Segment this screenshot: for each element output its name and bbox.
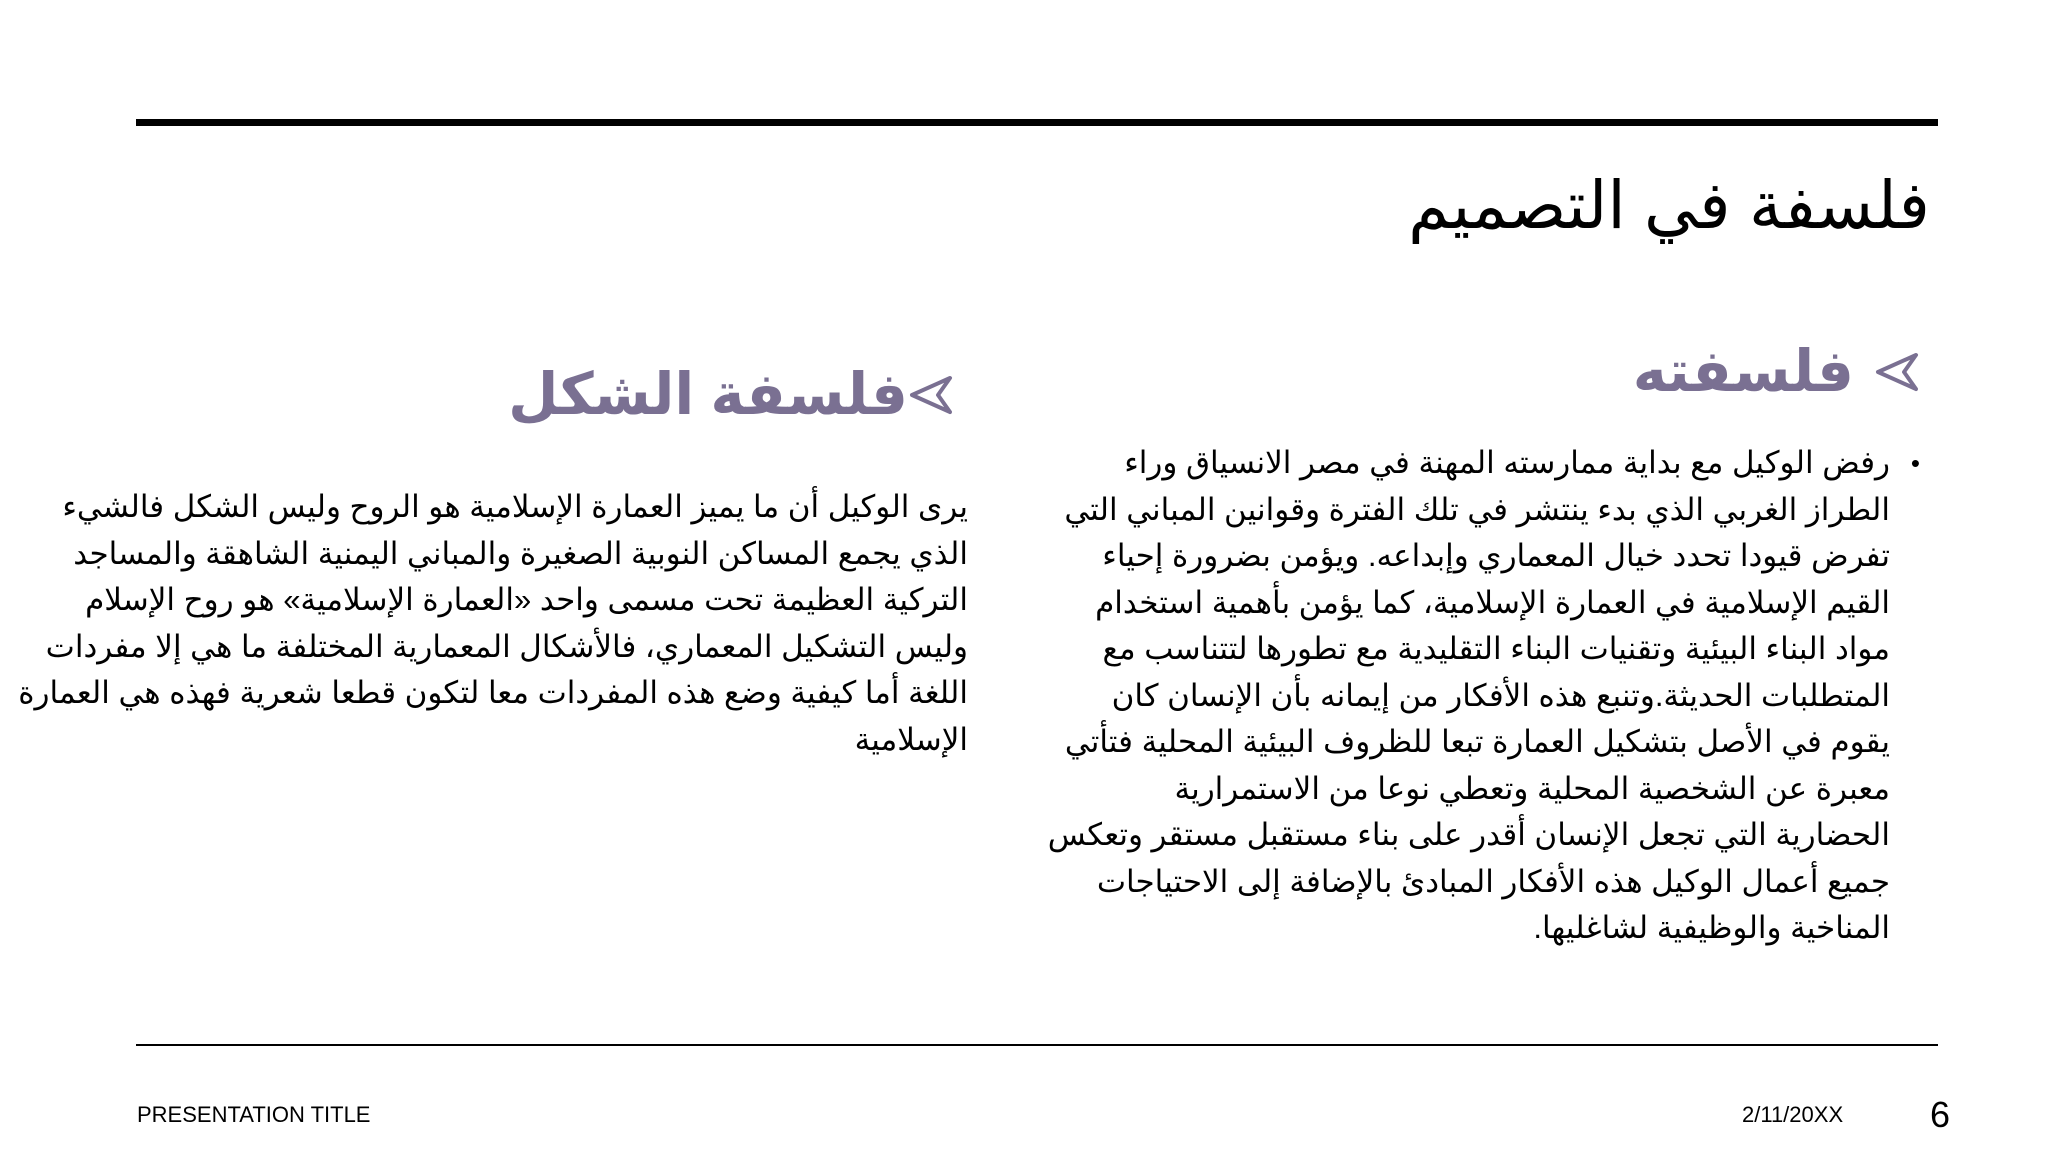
arrow-bullet-icon (908, 372, 954, 418)
footer-page-number: 6 (1930, 1094, 1951, 1135)
left-section-heading-text: فلسفة الشكل (508, 362, 908, 427)
bullet-dot-icon: • (1910, 448, 1920, 478)
paragraph-line: وليس التشكيل المعماري، فالأشكال المعمارية المختلفة ما هي إلا مفردات (45, 628, 968, 664)
paragraph-line: الطراز الغربي الذي بدء ينتشر في تلك الفترة وقوانين المباني التي (1064, 491, 1890, 527)
slide-title: فلسفة في التصميم (1408, 168, 1930, 242)
paragraph-line: الذي يجمع المساكن النوبية الصغيرة والمباني اليمنية الشاهقة والمساجد (73, 535, 968, 571)
paragraph-line: اللغة أما كيفية وضع هذه المفردات معا لتكون قطعا شعرية فهذه هي العمارة (18, 675, 968, 710)
footer-presentation-title: PRESENTATION TITLE (137, 1102, 371, 1127)
left-section-heading (508, 360, 954, 430)
paragraph-line: الإسلامية (854, 721, 968, 757)
paragraph-line: تفرض قيودا تحدد خيال المعماري وإبداعه. ويؤمن بضرورة إحياء (1102, 538, 1890, 573)
paragraph-line: جميع أعمال الوكيل هذه الأفكار المبادئ بالإضافة إلى الاحتياجات (1096, 863, 1890, 899)
paragraph-line: المتطلبات الحديثة.وتنبع هذه الأفكار من إيمانه بأن الإنسان كان (1111, 677, 1890, 713)
paragraph-line: رفض الوكيل مع بداية ممارسته المهنة في مصر الانسياق وراء (1124, 445, 1890, 480)
right-section-bullet (1047, 440, 1920, 952)
paragraph-line: معبرة عن الشخصية المحلية وتعطي نوعا من الاستمرارية (1174, 770, 1890, 806)
paragraph-line: يقوم في الأصل بتشكيل العمارة تبعا للظروف البيئية المحلية فتأتي (1064, 724, 1890, 759)
paragraph-line: القيم الإسلامية في العمارة الإسلامية، كما يؤمن بأهمية استخدام (1095, 584, 1890, 620)
right-section-heading-text: فلسفته (1632, 339, 1854, 404)
arrow-bullet-icon (1874, 349, 1920, 395)
paragraph-line: المناخية والوظيفية لشاغليها. (1533, 910, 1890, 945)
right-section-paragraph (1048, 440, 1890, 952)
paragraph-line: التركية العظيمة تحت مسمى واحد «العمارة الإسلامية» هو روح الإسلام (85, 582, 968, 617)
footer-date: 2/11/20XX (1742, 1102, 1844, 1127)
paragraph-line: يرى الوكيل أن ما يميز العمارة الإسلامية هو الروح وليس الشكل فالشيء (62, 489, 968, 524)
bottom-divider (136, 1044, 1938, 1046)
paragraph-line: مواد البناء البيئية وتقنيات البناء التقليدية مع تطورها لتتناسب مع (1102, 631, 1890, 666)
right-section-heading (1633, 337, 1920, 407)
left-section-paragraph (18, 484, 968, 763)
top-divider (136, 119, 1938, 126)
paragraph-line: الحضارية التي تجعل الإنسان أقدر على بناء مستقبل مستقر وتعكس (1047, 817, 1890, 852)
